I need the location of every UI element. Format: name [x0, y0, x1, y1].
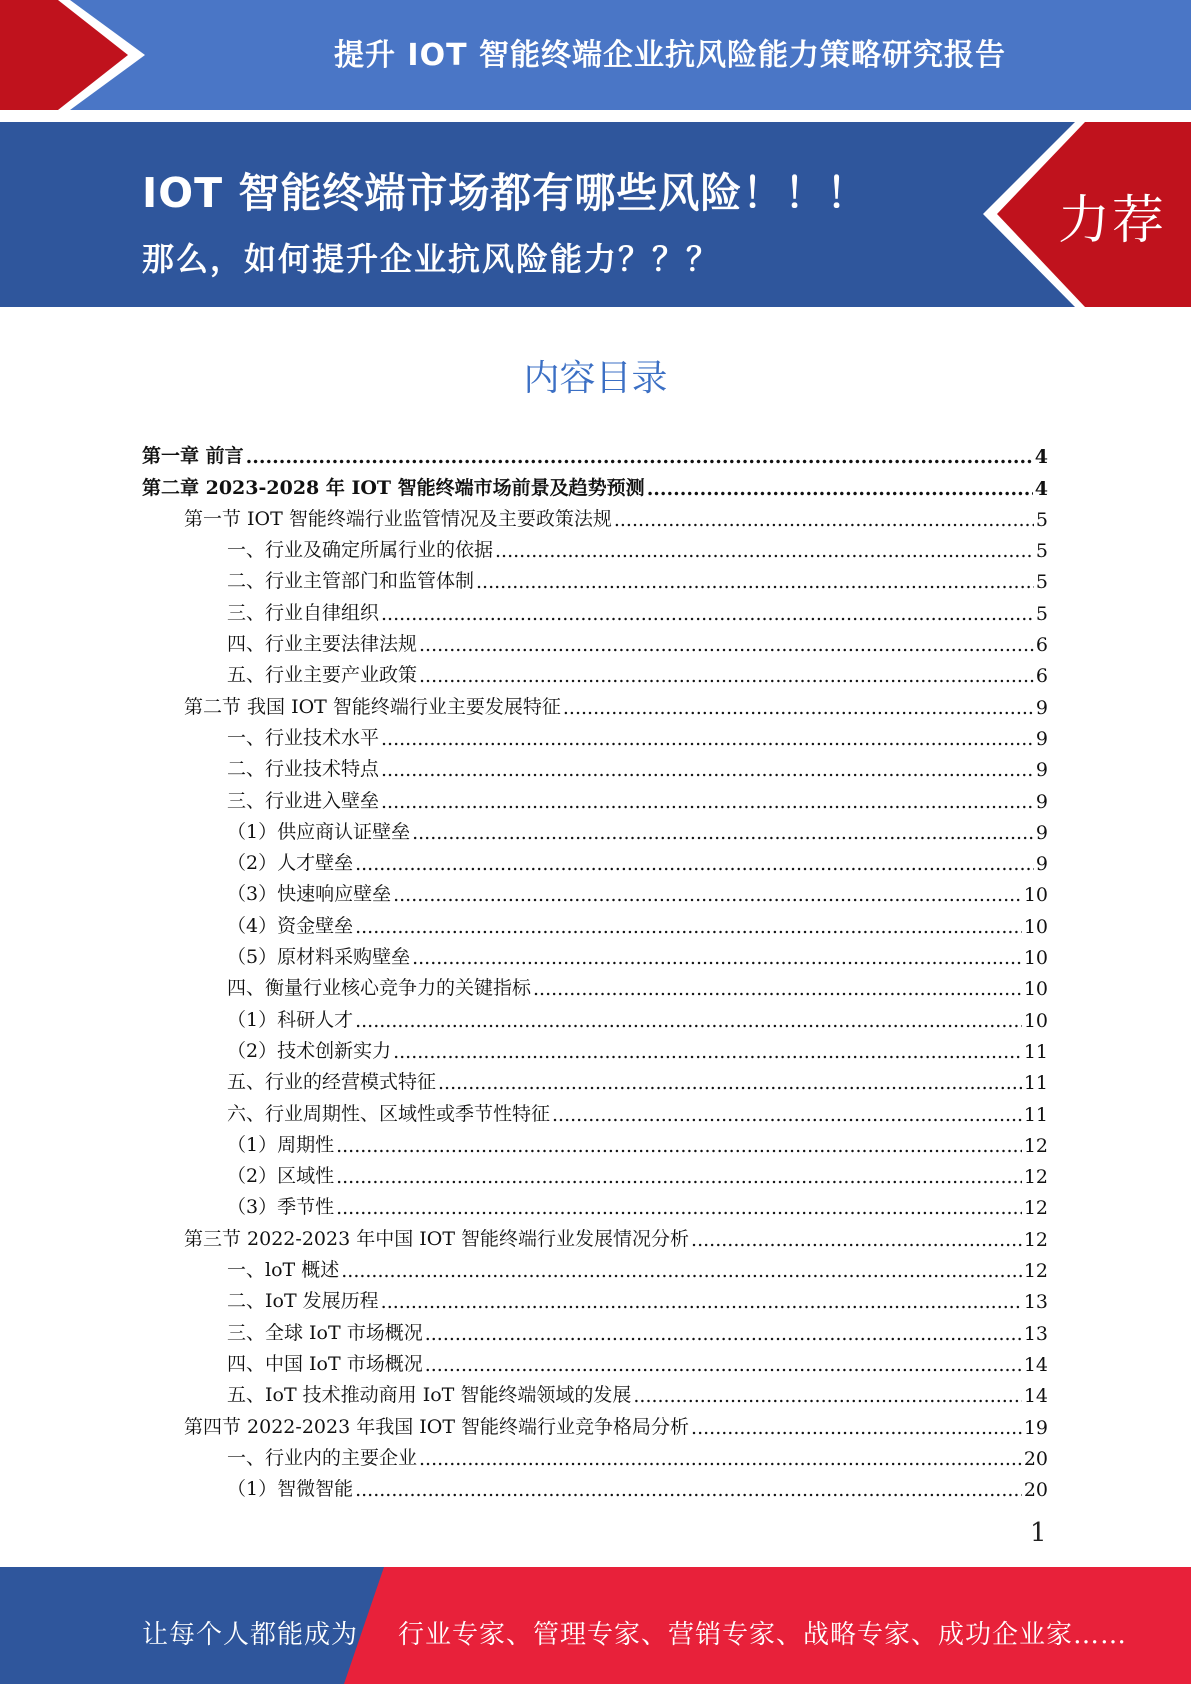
toc-entry[interactable]: [142, 593, 1048, 624]
toc-entry-page: 10: [1023, 1009, 1048, 1032]
toc-entry-label: （1）周期性: [227, 1133, 335, 1156]
toc-entry-label: 第二节 我国 IOT 智能终端行业主要发展特征: [184, 695, 561, 718]
toc-entry-label: 一、loT 概述: [227, 1259, 340, 1282]
toc-entry[interactable]: [142, 1282, 1048, 1313]
toc-entry-page: 13: [1023, 1291, 1048, 1314]
toc-leader-dots: [425, 1323, 1022, 1345]
toc-entry[interactable]: [142, 1063, 1048, 1094]
toc-leader-dots: [419, 634, 1034, 656]
toc-entry[interactable]: [142, 938, 1048, 969]
hero-subheadline: 那么，如何提升企业抗风险能力？？？: [142, 240, 721, 278]
toc-leader-dots: [419, 1448, 1022, 1470]
toc-entry-page: 10: [1023, 915, 1048, 938]
toc-entry[interactable]: [142, 1032, 1048, 1063]
toc-entry-label: 二、行业技术特点: [227, 758, 380, 781]
toc-entry-page: 12: [1023, 1260, 1048, 1283]
report-title: 提升 IOT 智能终端企业抗风险能力策略研究报告: [333, 38, 1007, 73]
toc-leader-dots: [412, 947, 1022, 969]
toc-entry[interactable]: [142, 1094, 1048, 1125]
toc-entry-page: 9: [1035, 821, 1048, 844]
toc-heading: 内容目录: [523, 358, 668, 399]
toc-leader-dots: [341, 1260, 1022, 1282]
toc-entry[interactable]: [142, 1000, 1048, 1031]
hero-headline: IOT 智能终端市场都有哪些风险！！！: [142, 169, 869, 217]
toc-entry-page: 14: [1023, 1385, 1048, 1408]
toc-entry[interactable]: [142, 906, 1048, 937]
toc-entry[interactable]: [142, 719, 1048, 750]
toc-leader-dots: [336, 1197, 1022, 1219]
toc-entry[interactable]: [142, 844, 1048, 875]
toc-entry-page: 9: [1035, 696, 1048, 719]
toc-leader-dots: [412, 822, 1034, 844]
page-number: 1: [1030, 1518, 1047, 1548]
toc-entry-label: 第三节 2022-2023 年中国 IOT 智能终端行业发展情况分析: [184, 1227, 690, 1250]
toc-entry-page: 10: [1023, 978, 1048, 1001]
toc-entry[interactable]: [142, 1470, 1048, 1501]
toc-leader-dots: [381, 791, 1034, 813]
toc-entry[interactable]: [142, 1188, 1048, 1219]
toc-leader-dots: [552, 1104, 1022, 1126]
toc-entry-label: （5）原材料采购壁垒: [227, 946, 411, 969]
toc-entry-label: 五、行业主要产业政策: [227, 664, 418, 687]
toc-entry-page: 9: [1035, 727, 1048, 750]
footer-slogan-left: 让每个人都能成为: [142, 1620, 359, 1650]
toc-leader-dots: [393, 1041, 1022, 1063]
toc-entry[interactable]: [142, 969, 1048, 1000]
toc-leader-dots: [381, 728, 1034, 750]
toc-entry-page: 5: [1035, 602, 1048, 625]
toc-entry-page: 4: [1034, 477, 1048, 500]
toc-entry[interactable]: [142, 1219, 1048, 1250]
toc-entry-page: 12: [1023, 1166, 1048, 1189]
toc-leader-dots: [355, 1479, 1022, 1501]
toc-entry-page: 19: [1023, 1416, 1048, 1439]
top-red-arrow: [0, 0, 160, 110]
toc-leader-dots: [355, 1010, 1022, 1032]
toc-entry-page: 12: [1023, 1228, 1048, 1251]
badge-label: 力荐: [1058, 191, 1167, 251]
toc-entry[interactable]: [142, 562, 1048, 593]
toc-entry-label: 五、IoT 技术推动商用 IoT 智能终端领域的发展: [227, 1384, 632, 1407]
toc-entry-label: 第二章 2023-2028 年 IOT 智能终端市场前景及趋势预测: [142, 476, 645, 499]
toc-leader-dots: [691, 1229, 1022, 1251]
toc-entry-label: 第一章 前言: [142, 445, 244, 468]
toc-entry-page: 5: [1035, 508, 1048, 531]
toc-leader-dots: [495, 540, 1034, 562]
toc-entry[interactable]: [142, 625, 1048, 656]
toc-leader-dots: [336, 1135, 1022, 1157]
toc-entry[interactable]: [142, 531, 1048, 562]
toc-leader-dots: [381, 603, 1034, 625]
toc-entry-page: 4: [1034, 446, 1048, 469]
toc-leader-dots: [419, 665, 1034, 687]
toc-entry-page: 11: [1023, 1103, 1048, 1126]
toc-entry-label: 三、全球 IoT 市场概况: [227, 1321, 423, 1344]
toc-entry[interactable]: [142, 1376, 1048, 1407]
toc-leader-dots: [633, 1385, 1021, 1407]
toc-leader-dots: [381, 759, 1034, 781]
toc-entry-label: 第一节 IOT 智能终端行业监管情况及主要政策法规: [184, 507, 612, 530]
toc-entry-page: 10: [1023, 884, 1048, 907]
toc-leader-dots: [381, 1291, 1022, 1313]
toc-entry-label: （1）智微智能: [227, 1478, 354, 1501]
toc-entry-label: 三、行业自律组织: [227, 601, 380, 624]
toc-entry[interactable]: [142, 1407, 1048, 1438]
toc-leader-dots: [691, 1417, 1022, 1439]
toc-entry-label: 四、行业主要法律法规: [227, 633, 418, 656]
toc-entry-page: 9: [1035, 853, 1048, 876]
toc-entry-page: 5: [1035, 540, 1048, 563]
toc-entry-label: （1）科研人才: [227, 1008, 354, 1031]
toc-entry-page: 6: [1035, 665, 1048, 688]
toc-entry-page: 11: [1023, 1040, 1048, 1063]
toc-entry[interactable]: [142, 1157, 1048, 1188]
toc-entry-label: 一、行业及确定所属行业的依据: [227, 539, 494, 562]
toc-leader-dots: [336, 1166, 1022, 1188]
toc-entry[interactable]: [142, 1439, 1048, 1470]
toc-entry-label: 三、行业进入壁垒: [227, 789, 380, 812]
toc-entry-page: 12: [1023, 1134, 1048, 1157]
toc-entry[interactable]: [142, 1126, 1048, 1157]
toc-entry-page: 13: [1023, 1322, 1048, 1345]
toc-entry[interactable]: [142, 468, 1048, 499]
toc-entry[interactable]: [142, 875, 1048, 906]
toc-entry-label: （2）人才壁垒: [227, 852, 354, 875]
toc-leader-dots: [647, 478, 1033, 500]
toc-entry-label: （2）区域性: [227, 1165, 335, 1188]
toc-entry[interactable]: [142, 437, 1048, 468]
toc-entry-page: 20: [1023, 1479, 1048, 1502]
toc-entry-label: （4）资金壁垒: [227, 914, 354, 937]
toc-leader-dots: [246, 446, 1033, 468]
toc-leader-dots: [614, 509, 1034, 531]
toc-entry[interactable]: [142, 813, 1048, 844]
toc-entry-label: 一、行业内的主要企业: [227, 1446, 418, 1469]
toc-entry-label: 四、中国 IoT 市场概况: [227, 1352, 423, 1375]
toc-entry-page: 12: [1023, 1197, 1048, 1220]
toc-entry[interactable]: [142, 1345, 1048, 1376]
toc-entry[interactable]: [142, 1251, 1048, 1282]
toc-entry-page: 20: [1023, 1447, 1048, 1470]
toc-leader-dots: [393, 884, 1022, 906]
toc-entry-label: 二、行业主管部门和监管体制: [227, 570, 475, 593]
toc-entry-label: 五、行业的经营模式特征: [227, 1071, 437, 1094]
toc-entry-label: 第四节 2022-2023 年我国 IOT 智能终端行业竞争格局分析: [184, 1415, 690, 1438]
toc-entry-label: （3）快速响应壁垒: [227, 883, 392, 906]
toc-entry-label: 六、行业周期性、区域性或季节性特征: [227, 1102, 551, 1125]
toc-entry-page: 9: [1035, 790, 1048, 813]
toc-leader-dots: [438, 1072, 1022, 1094]
toc-leader-dots: [425, 1354, 1022, 1376]
toc-entry-label: （3）季节性: [227, 1196, 335, 1219]
toc-entry-label: 二、IoT 发展历程: [227, 1290, 379, 1313]
toc-entry[interactable]: [142, 500, 1048, 531]
toc-entry-page: 6: [1035, 634, 1048, 657]
toc-leader-dots: [533, 978, 1022, 1000]
toc-entry[interactable]: [142, 750, 1048, 781]
toc-entry-page: 10: [1023, 947, 1048, 970]
toc-entry-page: 5: [1035, 571, 1048, 594]
toc-entry-label: （2）技术创新实力: [227, 1039, 392, 1062]
toc-entry[interactable]: [142, 656, 1048, 687]
toc-entry[interactable]: [142, 781, 1048, 812]
toc-entry-label: 一、行业技术水平: [227, 726, 380, 749]
toc-entry[interactable]: [142, 687, 1048, 718]
toc-leader-dots: [355, 853, 1034, 875]
toc-entry-page: 9: [1035, 759, 1048, 782]
toc-leader-dots: [476, 571, 1034, 593]
toc-leader-dots: [563, 697, 1034, 719]
toc-entry[interactable]: [142, 1313, 1048, 1344]
toc-entry-label: （1）供应商认证壁垒: [227, 820, 411, 843]
table-of-contents: [142, 437, 1048, 1501]
toc-entry-page: 14: [1023, 1353, 1048, 1376]
toc-entry-label: 四、衡量行业核心竞争力的关键指标: [227, 977, 532, 1000]
toc-entry-page: 11: [1023, 1072, 1048, 1095]
toc-leader-dots: [355, 916, 1022, 938]
footer-slogan-right: 行业专家、管理专家、营销专家、战略专家、成功企业家……: [398, 1620, 1128, 1650]
